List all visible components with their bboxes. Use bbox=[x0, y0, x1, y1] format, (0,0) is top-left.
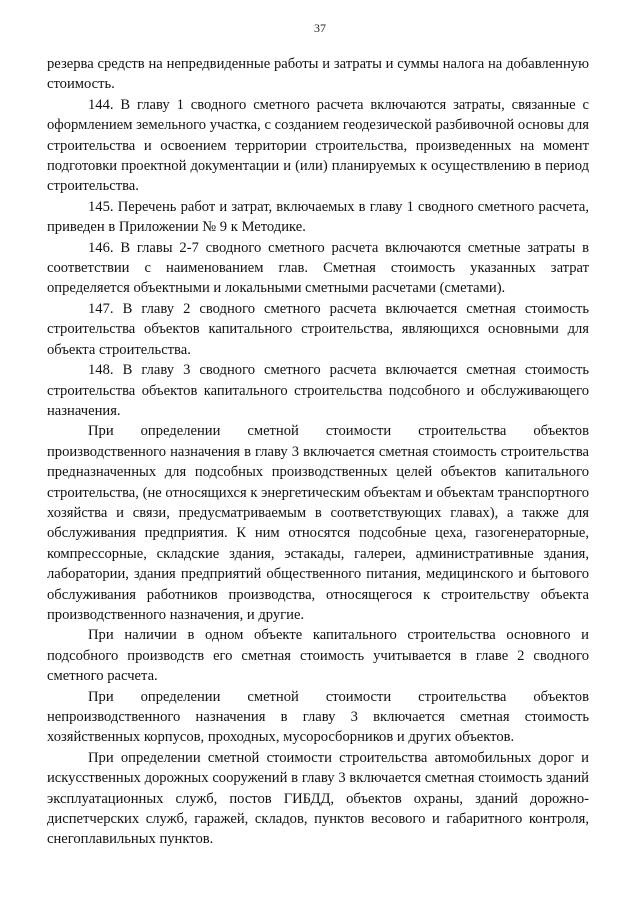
paragraph-148: 148. В главу 3 сводного сметного расчета включается сметная стоимость строительства объектов капитального строительства подсобного и обслуживающего назначения. bbox=[47, 362, 589, 419]
paragraph-146: 146. В главы 2-7 сводного сметного расчета включаются сметные затраты в соответствии с наименованием глав. Сметная стоимость указанных затрат определяется объектными и локальными сметными расчетами (сметами). bbox=[47, 239, 589, 297]
paragraph-production-objects: При определении сметной стоимости строительства объектов производственного назначения в главу 3 включается сметная стоимость строительства предназначенных для подсобных производственных целей объектов капитального строительства, (не относящихся к энергетическим объектам и объектам транспортного хозяйства и связи, предусматриваемым в соответствующих главах), а также для обслуживания предприятия. К ним относятся подсобные цеха, газогенераторные, компрессорные, складские здания, эстакады, галереи, административные здания, лаборатории, здания предприятий общественного питания, медицинского и бытового обслуживания работников производства, относящегося к строительству объекта производственного назначения, и другие. bbox=[47, 423, 589, 623]
paragraph-145: 145. Перечень работ и затрат, включаемых в главу 1 сводного сметного расчета, приведен в Приложении № 9 к Методике. bbox=[47, 198, 589, 236]
paragraph-main-and-auxiliary: При наличии в одном объекте капитального строительства основного и подсобного производств его сметная стоимость учитывается в главе 2 сводного сметного расчета. bbox=[47, 627, 589, 685]
paragraph-roads: При определении сметной стоимости строительства автомобильных дорог и искусственных дорожных сооружений в главу 3 включается сметная стоимость зданий эксплуатационных служб, постов ГИБДД, объектов охраны, зданий дорожно-диспетчерских служб, гаражей, складов, пунктов весового и габаритного контроля, снегоплавильных пунктов. bbox=[47, 749, 589, 848]
paragraph-continuation: резерва средств на непредвиденные работы и затраты и суммы налога на добавленную стоимость. bbox=[47, 56, 589, 93]
paragraph-144: 144. В главу 1 сводного сметного расчета включаются затраты, связанные с оформлением земельного участка, с созданием геодезической разбивочной основы для строительства и освоением территории строительства, произведенных на момент подготовки проектной документации и (или) планируемых к осуществлению в период строительства. bbox=[47, 96, 589, 195]
paragraph-147: 147. В главу 2 сводного сметного расчета включается сметная стоимость строительства объектов капитального строительства, являющихся основными для объекта строительства. bbox=[47, 300, 589, 358]
paragraph-non-production-objects: При определении сметной стоимости строительства объектов непроизводственного назначения в главу 3 включается сметная стоимость хозяйственных корпусов, проходных, мусоросборников и других объектов. bbox=[47, 688, 589, 746]
document-body bbox=[47, 54, 589, 850]
page-number: 37 bbox=[314, 21, 326, 35]
